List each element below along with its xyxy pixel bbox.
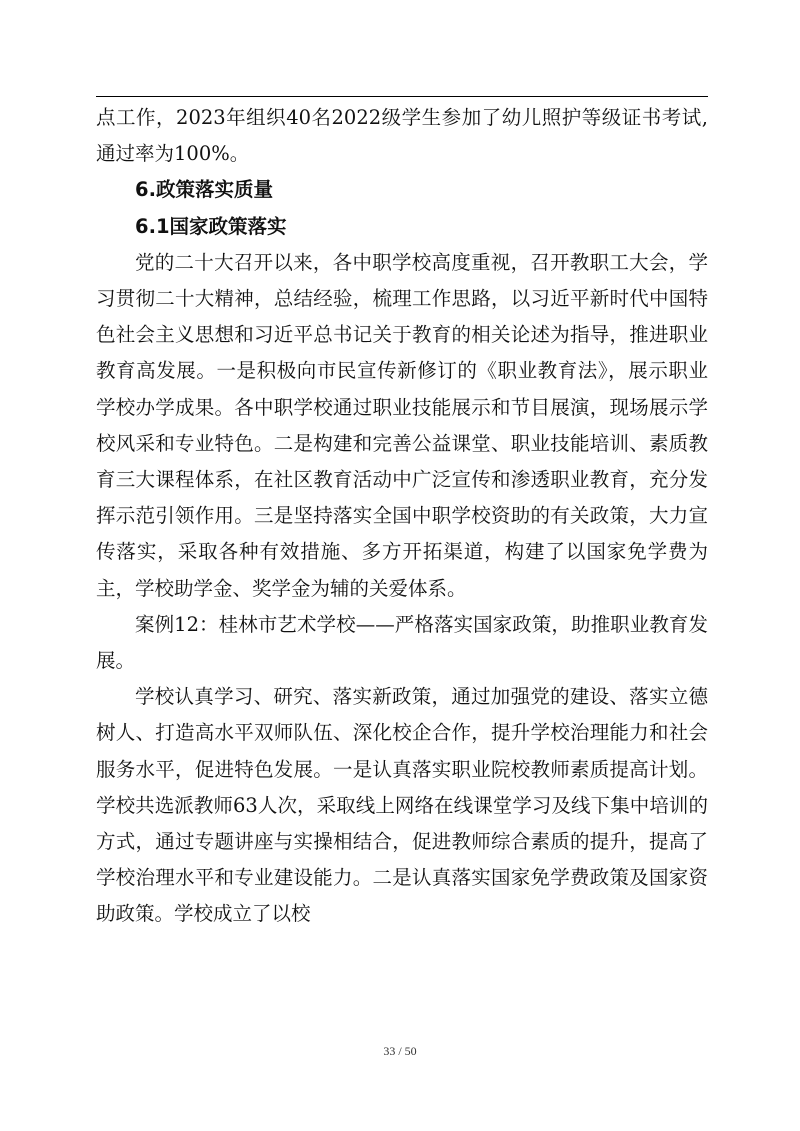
document-body [96, 100, 708, 933]
paragraph-policy: 党的二十大召开以来，各中职学校高度重视，召开教职工大会，学习贯彻二十大精神，总结经验，梳理工作思路，以习近平新时代中国特色社会主义思想和习近平总书记关于教育的相关论述为指导，推进职业教育高发展。一是积极向市民宣传新修订的《职业教育法》，展示职业学校办学成果。各中职学校通过职业技能展示和节目展演，现场展示学校风采和专业特色。二是构建和完善公益课堂、职业技能培训、素质教育三大课程体系，在社区教育活动中广泛宣传和渗透职业教育，充分发挥示范引领作用。三是坚持落实全国中职学校资助的有关政策，大力宣传落实，采取各种有效措施、多方开拓渠道，构建了以国家免学费为主，学校助学金、奖学金为辅的关爱体系。 [96, 250, 708, 600]
section-heading: 6.政策落实质量 [135, 178, 273, 202]
page-number: 33 / 50 [383, 1044, 417, 1058]
paragraph-case-body: 学校认真学习、研究、落实新政策，通过加强党的建设、落实立德树人、打造高水平双师队伍、深化校企合作，提升学校治理能力和社会服务水平，促进特色发展。一是认真落实职业院校教师素质提高计划。学校共选派教师63人次，采取线上网络在线课堂学习及线下集中培训的方式，通过专题讲座与实操相结合，促进教师综合素质的提升，提高了学校治理水平和专业建设能力。二是认真落实国家免学费政策及国家资助政策。学校成立了以校 [96, 685, 708, 926]
paragraph-continuation: 点工作，2023年组织40名2022级学生参加了幼儿照护等级证书考试,通过率为100%。 [96, 106, 708, 166]
paragraph-case-title: 案例12：桂林市艺术学校——严格落实国家政策，助推职业教育发展。 [96, 612, 708, 673]
subsection-heading: 6.1国家政策落实 [135, 214, 287, 238]
header-rule [96, 96, 708, 97]
